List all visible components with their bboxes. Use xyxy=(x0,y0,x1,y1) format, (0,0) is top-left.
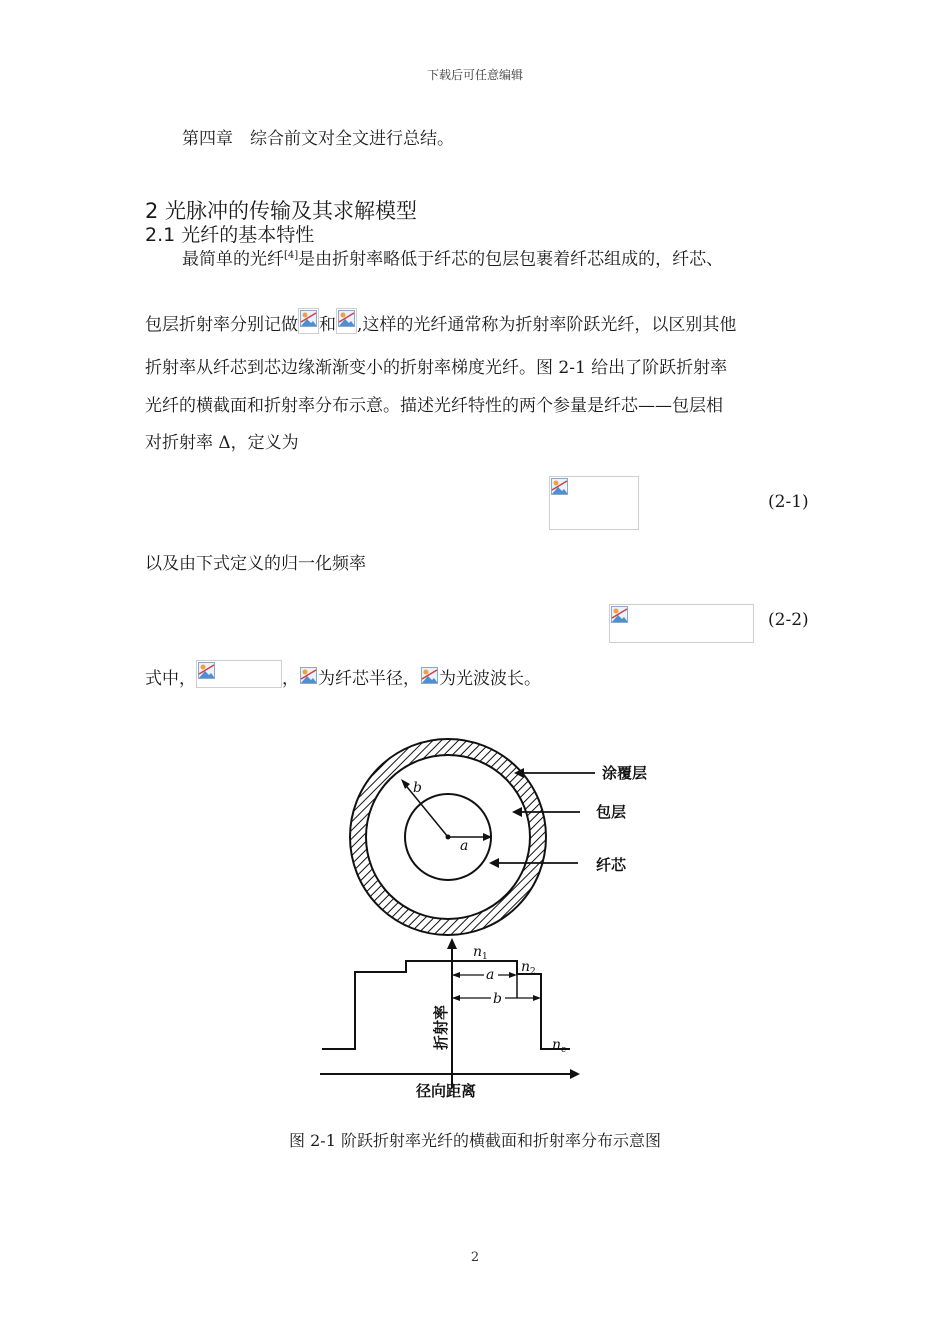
figure-caption: 图 2-1 阶跃折射率光纤的横截面和折射率分布示意图 xyxy=(289,1131,661,1150)
para1-text-a: 最简单的光纤 xyxy=(182,249,284,270)
label-n2-sub: 2 xyxy=(530,967,536,977)
x-axis-label: 径向距离 xyxy=(416,1082,477,1100)
formula-image-a xyxy=(299,666,318,688)
para1-line2-text-a: 包层折射率分别记做 xyxy=(145,315,298,335)
para1-text-b: 是由折射率略低于纤芯的包层包裹着纤芯组成的，纤芯、 xyxy=(298,249,724,270)
dim-a-right-arrow xyxy=(509,972,517,978)
broken-image-icon xyxy=(300,667,318,685)
label-b: b xyxy=(413,780,422,796)
label-n1: n xyxy=(473,944,483,960)
para3-text-d: 为光波波长。 xyxy=(439,669,541,689)
label-nc-sub: c xyxy=(561,1045,567,1055)
formula-image-eq1 xyxy=(549,476,639,530)
page-number: 2 xyxy=(470,1250,480,1265)
formula-image-n2 xyxy=(336,308,357,334)
label-nc: n xyxy=(552,1037,562,1053)
para2-text: 以及由下式定义的归一化频率 xyxy=(145,554,366,574)
section-title: 2 光脉冲的传输及其求解模型 xyxy=(145,199,418,223)
formula-image-eq2 xyxy=(609,604,754,643)
para1-line4: 光纤的横截面和折射率分布示意。描述光纤特性的两个参量是纤芯——包层相 xyxy=(145,396,723,416)
fiber-figure xyxy=(300,720,660,1110)
para3-line xyxy=(145,660,541,691)
formula-image-n1 xyxy=(298,308,319,334)
x-axis-arrowhead xyxy=(570,1069,580,1079)
label-n2: n xyxy=(521,959,531,975)
broken-image-icon xyxy=(421,667,439,685)
page-header: 下载后可任意编辑 xyxy=(426,68,523,82)
label-core: 纤芯 xyxy=(596,856,627,874)
broken-image-icon xyxy=(300,310,318,328)
citation-ref[interactable]: [4] xyxy=(284,250,299,261)
label-n1-sub: 1 xyxy=(482,952,488,962)
y-axis-label: 折射率 xyxy=(432,1004,450,1050)
broken-image-icon xyxy=(551,478,569,496)
chapter4-summary: 第四章 综合前文对全文进行总结。 xyxy=(182,129,454,149)
para1-line2 xyxy=(145,308,736,337)
para3-text-a: 式中， xyxy=(145,669,196,689)
eq1-number: (2-1) xyxy=(768,492,809,512)
para1-line2-text-b: ,这样的光纤通常称为折射率阶跃光纤，以区别其他 xyxy=(357,315,737,335)
para1-and: 和 xyxy=(319,315,336,335)
label-a: a xyxy=(460,838,469,854)
para1-line5: 对折射率 Δ，定义为 xyxy=(145,433,299,453)
para3-text-b: ， xyxy=(282,669,299,689)
para1-line1 xyxy=(182,244,723,272)
dim-b-left-arrow xyxy=(452,995,460,1001)
subsection-title: 2.1 光纤的基本特性 xyxy=(145,224,315,246)
broken-image-icon xyxy=(338,310,356,328)
dim-a-left-arrow xyxy=(452,972,460,978)
para1-line3: 折射率从纤芯到芯边缘渐渐变小的折射率梯度光纤。图 2-1 给出了阶跃折射率 xyxy=(145,358,728,378)
label-cladding: 包层 xyxy=(596,803,627,821)
dim-label-b: b xyxy=(493,991,502,1007)
dim-label-a: a xyxy=(486,967,495,983)
broken-image-icon xyxy=(198,662,216,680)
formula-image-k0 xyxy=(196,660,282,688)
broken-image-icon xyxy=(611,606,629,624)
y-axis-arrowhead xyxy=(447,938,457,949)
eq2-number: (2-2) xyxy=(768,610,809,630)
label-coating: 涂覆层 xyxy=(602,764,648,782)
formula-image-lambda xyxy=(420,666,439,688)
para3-text-c: 为纤芯半径， xyxy=(318,669,420,689)
dim-b-right-arrow xyxy=(533,995,541,1001)
